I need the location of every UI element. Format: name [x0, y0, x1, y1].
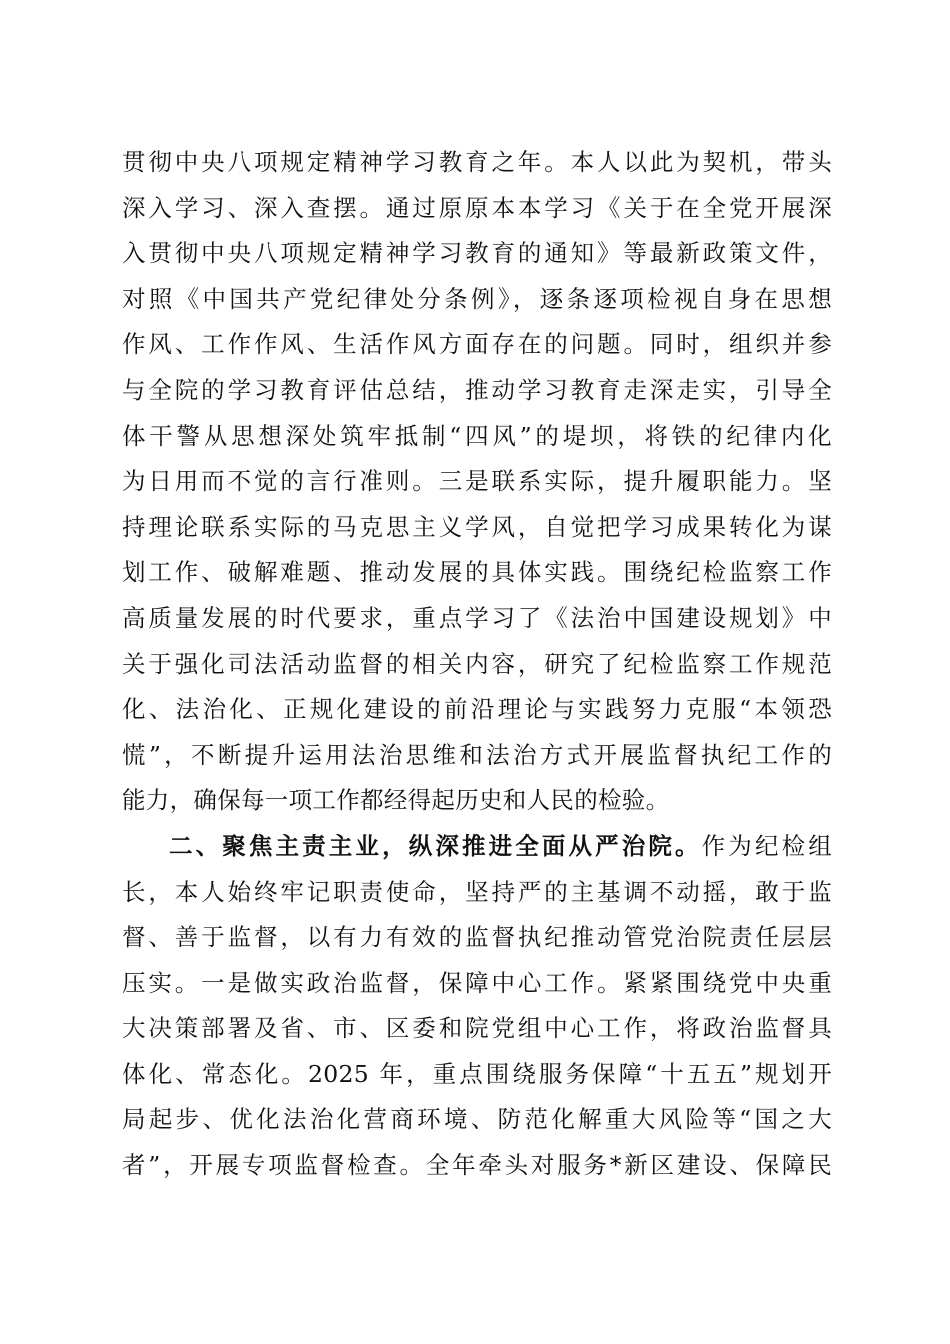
text-line: 对照《中国共产党纪律处分条例》，逐条逐项检视自身在思想	[122, 284, 832, 313]
text-line: 贯彻中央八项规定精神学习教育之年。本人以此为契机，带头	[122, 148, 832, 176]
text-line: 体化、常态化。2025 年，重点围绕服务保障“十五五”规划开	[122, 1059, 832, 1088]
section-heading: 二、聚焦主责主业，纵深推进全面从严治院。	[169, 831, 702, 860]
text-line: 入贯彻中央八项规定精神学习教育的通知》等最新政策文件，	[122, 239, 832, 268]
text-line: 与全院的学习教育评估总结，推动学习教育走深走实，引导全	[122, 375, 832, 404]
text-line: 长，本人始终牢记职责使命，坚持严的主基调不动摇，敢于监	[122, 877, 832, 906]
section-heading-line	[122, 824, 832, 870]
text-line: 关于强化司法活动监督的相关内容，研究了纪检监察工作规范	[122, 649, 832, 678]
text-line: 深入学习、深入查摆。通过原原本本学习《关于在全党开展深	[122, 193, 832, 222]
document-body	[122, 140, 832, 1189]
text-line: 化、法治化、正规化建设的前沿理论与实践努力克服“本领恐	[122, 695, 832, 724]
text-line: 高质量发展的时代要求，重点学习了《法治中国建设规划》中	[122, 603, 832, 632]
text-line: 能力，确保每一项工作都经得起历史和人民的检验。	[122, 786, 670, 815]
text-line: 督、善于监督，以有力有效的监督执纪推动管党治院责任层层	[122, 923, 832, 952]
text-line: 持理论联系实际的马克思主义学风，自觉把学习成果转化为谋	[122, 512, 832, 541]
text-line: 压实。一是做实政治监督，保障中心工作。紧紧围绕党中央重	[122, 968, 832, 997]
text-line-rest: 作为纪检组	[701, 831, 832, 860]
text-line: 慌”，不断提升运用法治思维和法治方式开展监督执纪工作的	[122, 740, 832, 769]
text-line: 划工作、破解难题、推动发展的具体实践。围绕纪检监察工作	[122, 558, 832, 587]
text-line: 作风、工作作风、生活作风方面存在的问题。同时，组织并参	[122, 330, 832, 359]
text-line: 局起步、优化法治化营商环境、防范化解重大风险等“国之大	[122, 1105, 832, 1134]
text-line: 者”，开展专项监督检查。全年牵头对服务*新区建设、保障民	[122, 1151, 832, 1180]
text-line: 大决策部署及省、市、区委和院党组中心工作，将政治监督具	[122, 1014, 832, 1043]
text-line: 为日用而不觉的言行准则。三是联系实际，提升履职能力。坚	[122, 467, 832, 496]
text-line: 体干警从思想深处筑牢抵制“四风”的堤坝，将铁的纪律内化	[122, 421, 832, 450]
